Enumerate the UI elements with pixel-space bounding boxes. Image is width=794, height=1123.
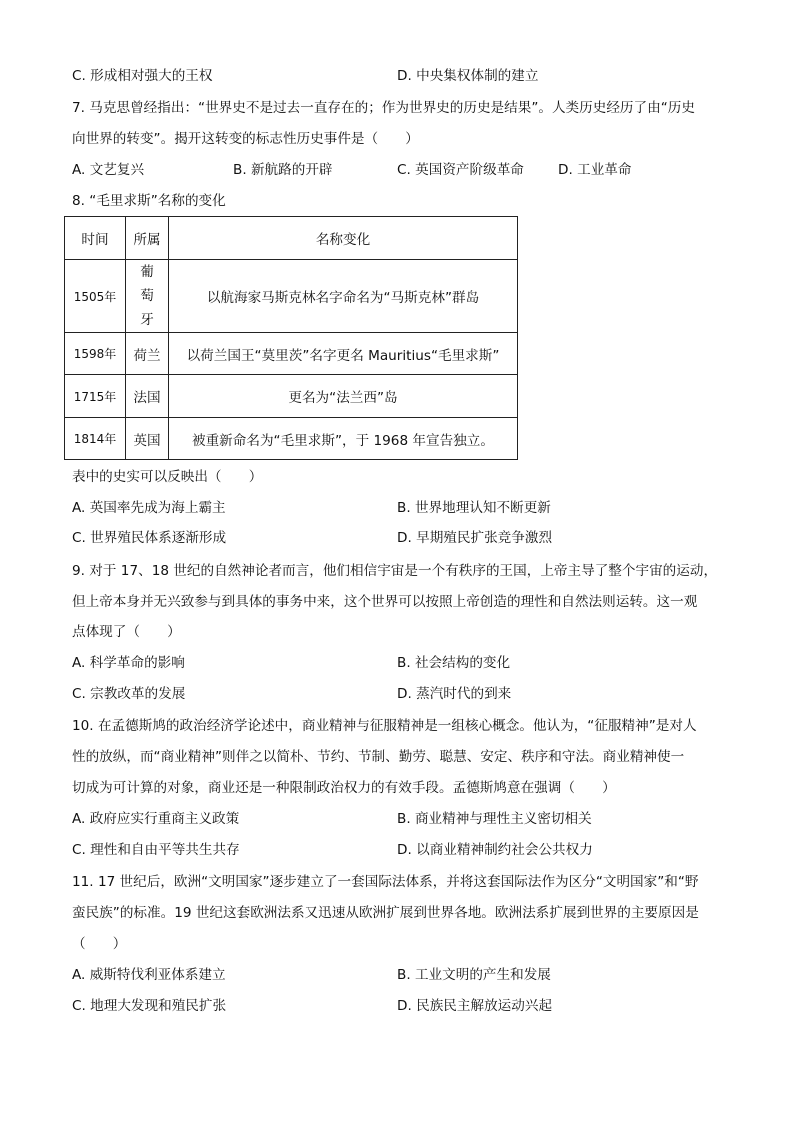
table-row xyxy=(65,260,518,333)
q9-option-b[interactable]: B. 社会结构的变化 xyxy=(397,655,511,671)
table-row xyxy=(65,375,518,418)
q10-stem: 10. 在孟德斯鸠的政治经济学论述中，商业精神与征服精神是一组核心概念。他认为，“征服精神”是对人 xyxy=(72,718,697,734)
row-owner xyxy=(126,260,169,333)
q10-option-b[interactable]: B. 商业精神与理性主义密切相关 xyxy=(397,811,592,827)
q8-option-b[interactable]: B. 世界地理认知不断更新 xyxy=(397,500,551,516)
row-year: 1505年 xyxy=(65,260,126,333)
row-owner: 英国 xyxy=(126,418,169,460)
row-owner-text: 葡萄牙 xyxy=(140,264,154,328)
q11-option-c[interactable]: C. 地理大发现和殖民扩张 xyxy=(72,998,227,1014)
q8-title: 8. “毛里求斯”名称的变化 xyxy=(72,193,226,209)
q10-stem-cont: 性的放纵，而“商业精神”则伴之以简朴、节约、节制、勤劳、聪慧、安定、秩序和守法。商业精神使一 xyxy=(72,749,685,765)
row-change: 以航海家马斯克林名字命名为“马斯克林”群岛 xyxy=(169,260,518,333)
q7-option-d[interactable]: D. 工业革命 xyxy=(558,162,632,178)
q6-option-d[interactable]: D. 中央集权体制的建立 xyxy=(397,68,539,84)
q9-option-d[interactable]: D. 蒸汽时代的到来 xyxy=(397,686,512,702)
q11-stem-cont2: （ ） xyxy=(72,936,127,952)
q8-option-d[interactable]: D. 早期殖民扩张竞争激烈 xyxy=(397,530,553,546)
q7-stem: 7. 马克思曾经指出：“世界史不是过去一直存在的；作为世界史的历史是结果”。人类历史经历了由“历史 xyxy=(72,100,695,116)
q11-option-a[interactable]: A. 威斯特伐利亚体系建立 xyxy=(72,967,226,983)
header-owner: 所属 xyxy=(126,217,169,260)
q8-option-c[interactable]: C. 世界殖民体系逐渐形成 xyxy=(72,530,227,546)
q7-stem-cont: 向世界的转变”。揭开这转变的标志性历史事件是（ ） xyxy=(72,131,419,147)
q11-option-d[interactable]: D. 民族民主解放运动兴起 xyxy=(397,998,553,1014)
q10-stem-cont2: 切成为可计算的对象，商业还是一种限制政治权力的有效手段。孟德斯鸠意在强调（ ） xyxy=(72,780,616,796)
row-owner: 法国 xyxy=(126,375,169,418)
q10-option-d[interactable]: D. 以商业精神制约社会公共权力 xyxy=(397,842,593,858)
row-year: 1814年 xyxy=(65,418,126,460)
q10-option-c[interactable]: C. 理性和自由平等共生共存 xyxy=(72,842,240,858)
row-year: 1715年 xyxy=(65,375,126,418)
q6-option-c[interactable]: C. 形成相对强大的王权 xyxy=(72,68,213,84)
table-row xyxy=(65,418,518,460)
row-owner: 荷兰 xyxy=(126,333,169,375)
q11-stem-cont: 蛮民族”的标准。19 世纪这套欧洲法系又迅速从欧洲扩展到世界各地。欧洲法系扩展到世界的主要原因是 xyxy=(72,905,699,921)
table-row xyxy=(65,333,518,375)
q7-option-b[interactable]: B. 新航路的开辟 xyxy=(233,162,333,178)
row-change: 以荷兰国王“莫里茨”名字更名 Mauritius“毛里求斯” xyxy=(169,333,518,375)
row-year: 1598年 xyxy=(65,333,126,375)
q10-option-a[interactable]: A. 政府应实行重商主义政策 xyxy=(72,811,240,827)
q11-stem: 11. 17 世纪后，欧洲“文明国家”逐步建立了一套国际法体系，并将这套国际法作为区分“文明国家”和“野 xyxy=(72,874,699,890)
q8-question: 表中的史实可以反映出（ ） xyxy=(72,469,263,485)
q11-option-b[interactable]: B. 工业文明的产生和发展 xyxy=(397,967,551,983)
header-change: 名称变化 xyxy=(169,217,518,260)
table-header-row xyxy=(65,217,518,260)
q9-stem-cont2: 点体现了（ ） xyxy=(72,624,181,640)
q8-option-a[interactable]: A. 英国率先成为海上霸主 xyxy=(72,500,226,516)
q9-stem: 9. 对于 17、18 世纪的自然神论者而言，他们相信宇宙是一个有秩序的王国，上帝主导了整个宇宙的运动， xyxy=(72,563,718,579)
q9-option-a[interactable]: A. 科学革命的影响 xyxy=(72,655,185,671)
row-change: 被重新命名为“毛里求斯”，于 1968 年宣告独立。 xyxy=(169,418,518,460)
q9-stem-cont: 但上帝本身并无兴致参与到具体的事务中来，这个世界可以按照上帝创造的理性和自然法则运转。这一观 xyxy=(72,594,698,610)
header-time: 时间 xyxy=(65,217,126,260)
q7-option-c[interactable]: C. 英国资产阶级革命 xyxy=(397,162,524,178)
row-change: 更名为“法兰西”岛 xyxy=(169,375,518,418)
q9-option-c[interactable]: C. 宗教改革的发展 xyxy=(72,686,186,702)
mauritius-name-table xyxy=(64,216,518,460)
q7-option-a[interactable]: A. 文艺复兴 xyxy=(72,162,145,178)
